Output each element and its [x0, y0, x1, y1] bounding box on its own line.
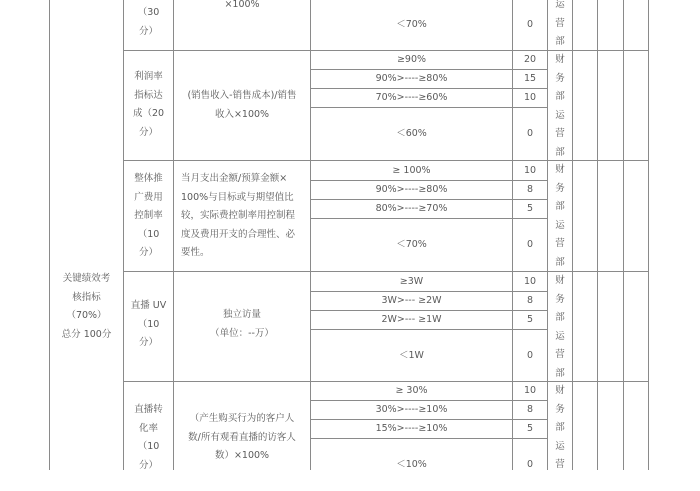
indicator-name: 直播转 化率 （10 分） — [134, 404, 163, 471]
indicator-formula: (销售收入-销售成本)/销售 收入×100% — [187, 90, 297, 120]
tier-range: ≥ 30% — [395, 385, 428, 396]
tier-score: 0 — [526, 459, 534, 470]
tier-score: 20 — [523, 54, 537, 65]
tier-score: 0 — [526, 19, 534, 30]
tier-range: 2W>--- ≥1W — [381, 314, 442, 325]
tier-score: 10 — [523, 385, 537, 396]
grid-line — [623, 0, 624, 470]
responsible-dept: 财 务 部 运 营 部 — [555, 54, 565, 158]
tier-range: 90%>----≥80% — [375, 73, 448, 84]
tier-score: 5 — [526, 314, 534, 325]
grid-line — [597, 0, 598, 470]
indicator-formula: （产生购买行为的客户人 数/所有观看直播的访客人 数）×100% — [188, 413, 296, 461]
tier-range: ＜70% — [396, 19, 427, 30]
responsible-dept: 财 务 部 运 营 部 — [555, 164, 565, 268]
tier-range: ＜10% — [396, 459, 427, 470]
indicator-name: 利润率 指标达 成（20 分） — [132, 71, 165, 138]
tier-range: 80%>----≥70% — [375, 203, 448, 214]
indicator-formula: ×100% — [224, 0, 260, 10]
grid-line — [648, 0, 649, 470]
responsible-dept: 财 务 部 运 营 — [555, 385, 565, 470]
indicator-formula: 当月支出金额/预算金额× 100%与目标或与期望值比 较，实际费控制率用控制程 度及费用开支的合理性、必 要性。 — [181, 173, 296, 258]
tier-range: 30%>----≥10% — [375, 404, 448, 415]
tier-range: ≥90% — [396, 54, 427, 65]
responsible-dept: 运 营 部 — [555, 0, 565, 47]
tier-range: ≥3W — [399, 275, 424, 287]
tier-range: ＜1W — [399, 349, 424, 361]
tier-score: 0 — [526, 349, 534, 361]
category-label: 关键绩效考 核指标 （70%） 总分 100分 — [61, 273, 112, 340]
indicator-name: 整体推 广费用 控制率 （10 分） — [134, 173, 163, 258]
tier-score: 8 — [526, 295, 534, 306]
responsible-dept: 财 务 部 运 营 部 — [555, 275, 565, 379]
tier-range: ＜60% — [396, 128, 427, 139]
tier-range: 3W>--- ≥2W — [381, 295, 442, 306]
tier-score: 5 — [526, 423, 534, 434]
tier-range: 15%>----≥10% — [375, 423, 448, 434]
tier-score: 8 — [526, 404, 534, 415]
tier-score: 0 — [526, 239, 534, 250]
tier-range: 70%>----≥60% — [375, 92, 448, 103]
tier-score: 8 — [526, 184, 534, 195]
tier-score: 10 — [523, 275, 537, 287]
indicator-formula: 独立访量 （单位：--万） — [210, 309, 274, 339]
tier-score: 10 — [523, 92, 537, 103]
tier-score: 0 — [526, 128, 534, 139]
tier-score: 10 — [523, 164, 537, 176]
grid-line — [49, 0, 50, 470]
tier-range: 90%>----≥80% — [375, 184, 448, 195]
tier-score: 5 — [526, 203, 534, 214]
tier-range: ＜70% — [396, 239, 427, 250]
grid-line — [572, 0, 573, 470]
tier-range: ≥ 100% — [392, 164, 431, 176]
indicator-name: （30 分） — [137, 7, 160, 37]
tier-score: 15 — [523, 73, 537, 84]
indicator-name: 直播 UV （10 分） — [130, 300, 167, 348]
